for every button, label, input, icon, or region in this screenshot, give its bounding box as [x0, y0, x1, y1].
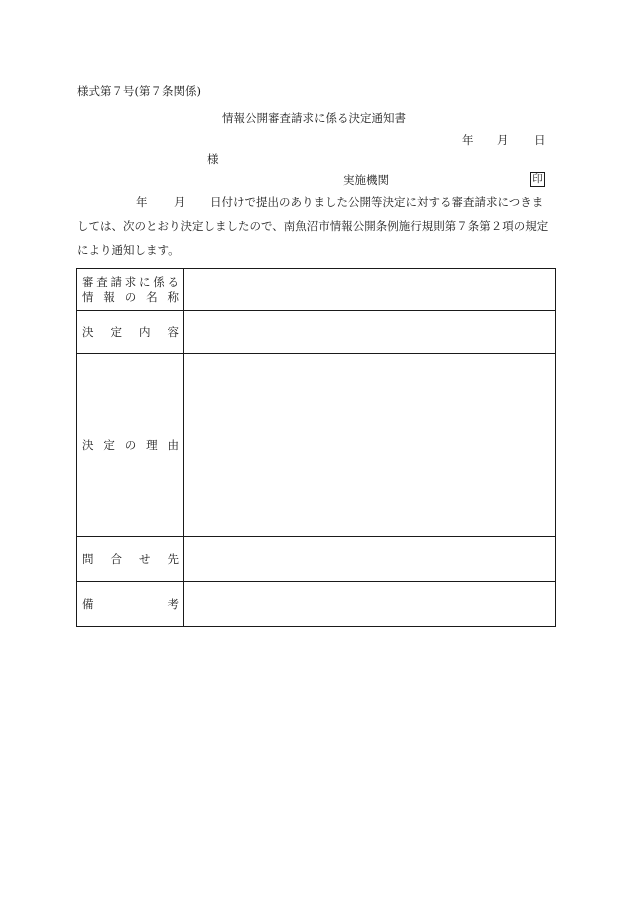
label-char: 報 — [103, 289, 115, 304]
seal-mark: 印 — [530, 172, 545, 187]
implementing-agency-label: 実施機関 — [343, 173, 389, 187]
label-char: 求 — [124, 275, 137, 290]
label-char: せ — [139, 551, 151, 566]
label-line — [82, 290, 179, 304]
document-title: 情報公開審査請求に係る決定通知書 — [222, 111, 406, 125]
decision-form-table — [76, 268, 556, 627]
label-char: 合 — [110, 551, 122, 566]
label-char: 請 — [110, 275, 122, 290]
body-paragraph-line-3: により通知します。 — [77, 243, 180, 257]
label-char: 称 — [167, 289, 179, 304]
label-char: 決 — [82, 324, 94, 339]
label-char: 定 — [103, 437, 115, 452]
date-month-label: 月 — [497, 133, 509, 147]
label-request-info-name — [77, 269, 184, 311]
label-char: 定 — [110, 324, 122, 339]
table-row — [77, 269, 556, 311]
label-line — [82, 325, 179, 339]
field-remarks[interactable] — [184, 582, 556, 627]
label-line — [82, 275, 179, 289]
label-char: 情 — [82, 289, 94, 304]
label-char: 問 — [82, 551, 94, 566]
body-year-label: 年 — [136, 195, 148, 209]
label-char: 先 — [167, 551, 179, 566]
label-char: 審 — [82, 275, 94, 290]
label-line — [82, 438, 179, 452]
table-row — [77, 311, 556, 354]
label-char: に — [139, 275, 151, 290]
table-row — [77, 582, 556, 627]
label-line — [82, 552, 179, 566]
table-row — [77, 537, 556, 582]
field-decision-reason[interactable] — [184, 354, 556, 537]
label-char: の — [124, 437, 137, 452]
label-decision-reason — [77, 354, 184, 537]
body-line-1-text: 日付けで提出のありました公開等決定に対する審査請求につきま — [210, 195, 544, 209]
table-row — [77, 354, 556, 537]
label-line — [82, 597, 179, 611]
label-char: 理 — [146, 437, 158, 452]
label-char: 名 — [146, 289, 158, 304]
form-number-label: 様式第７号(第７条関係) — [77, 84, 201, 98]
label-char: 由 — [167, 437, 179, 452]
label-char: の — [124, 289, 137, 304]
label-decision-content — [77, 311, 184, 354]
label-char: 容 — [167, 324, 179, 339]
field-contact[interactable] — [184, 537, 556, 582]
label-char: 査 — [96, 275, 108, 290]
label-contact — [77, 537, 184, 582]
date-day-label: 日 — [534, 133, 546, 147]
field-decision-content[interactable] — [184, 311, 556, 354]
addressee-honorific: 様 — [207, 152, 219, 166]
label-char: 係 — [153, 275, 165, 290]
label-remarks — [77, 582, 184, 627]
body-month-label: 月 — [174, 195, 186, 209]
label-char: る — [167, 275, 179, 290]
field-request-info-name[interactable] — [184, 269, 556, 311]
label-char: 決 — [82, 437, 94, 452]
label-char: 考 — [167, 596, 179, 611]
label-char: 備 — [82, 596, 94, 611]
body-paragraph-line-2: しては、次のとおり決定しましたので、南魚沼市情報公開条例施行規則第７条第２項の規定 — [77, 219, 549, 233]
date-year-label: 年 — [462, 133, 474, 147]
label-char: 内 — [139, 324, 151, 339]
